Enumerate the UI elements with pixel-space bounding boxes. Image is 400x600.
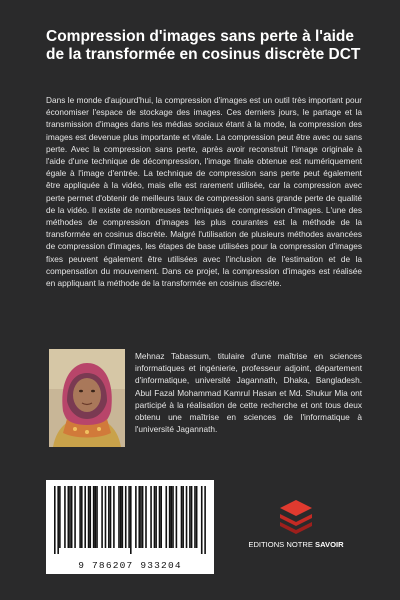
barcode-bar <box>189 486 191 548</box>
barcode-bar <box>122 486 124 548</box>
publisher-name-prefix: EDITIONS NOTRE <box>248 540 316 549</box>
barcode-bar <box>169 486 171 548</box>
barcode-bar <box>204 486 206 554</box>
barcode-bar <box>135 486 137 548</box>
author-bio: Mehnaz Tabassum, titulaire d'une maîtrise en sciences informatiques et ingénierie, professeur adjoint, département d'informatique, université Jagannath, Dhaka, Bangladesh. Abul Fazal Mohammad Kamrul Hasan et Md. Shukur Mia ont participé à la réalisation de cette recherche et ont tous deux obtenu une maîtrise en sciences de l'informatique à l'université Jagannath. <box>135 351 362 435</box>
barcode-bar <box>142 486 144 548</box>
barcode-bar <box>81 486 83 548</box>
barcode-bar <box>186 486 188 548</box>
barcode-bar <box>79 486 81 548</box>
barcode-bar <box>110 486 112 548</box>
barcode-bar <box>68 486 70 548</box>
barcode-bar <box>71 486 73 548</box>
publisher-name-bold: SAVOIR <box>315 540 344 549</box>
barcode-bar <box>201 486 203 554</box>
barcode-bar <box>74 486 76 548</box>
barcode-bars <box>54 486 206 554</box>
barcode-bar <box>54 486 56 554</box>
barcode-bar <box>108 486 110 548</box>
book-title: Compression d'images sans perte à l'aide de la transformée en cosinus discrète DCT <box>46 28 361 63</box>
barcode-bar <box>140 486 142 548</box>
barcode-bar <box>64 486 66 548</box>
barcode-bar <box>155 486 157 548</box>
author-photo <box>49 349 125 447</box>
publisher-logo-icon <box>278 498 314 536</box>
barcode-bar <box>95 486 97 548</box>
barcode-bar <box>160 486 162 548</box>
barcode-bar <box>113 486 115 548</box>
barcode-bar <box>89 486 91 548</box>
publisher-name <box>240 540 352 549</box>
barcode-bar <box>130 486 132 554</box>
barcode-bar <box>57 486 59 554</box>
publisher-block <box>248 498 344 558</box>
barcode-bar <box>176 486 178 548</box>
book-abstract: Dans le monde d'aujourd'hui, la compression d'images est un outil très important pour économiser l'espace de stockage des images. Ces derniers jours, le partage et la transmission d'images dans les médias sociaux étant à la mode, la compression des images est devenue plus importante et vitale. La compression peut être avec ou sans perte. Avec la compression sans perte, après avoir reconstruit l'image originale à l'aide d'une technique de décompression, l'image finale obtenue est numériquement égale à l'image d'entrée. La technique de compression sans perte peut également être appliquée à la vidéo, mais elle est rarement utilisée, car la compression avec perte permet d'obtenir de meilleurs taux de compression sans grande perte de qualité de la vidéo. Il existe de nombreuses techniques de compression d'images. L'une des méthodes de compression d'images les plus courantes est la méthode de la transformée en cosinus discrète. Malgré l'utilisation de plusieurs méthodes avancées de compression d'images, les étapes de base utilisées pour la compression d'images fixes peuvent également être utilisées avec l'inclusion de l'estimation et de la compensation du mouvement. Dans ce projet, la compression d'images est réalisée en appliquant la méthode de la transformée en cosinus discrète. <box>46 95 362 289</box>
barcode-bar <box>171 486 173 548</box>
barcode-bar <box>128 486 130 548</box>
barcode-bar <box>182 486 184 548</box>
barcode-bar <box>150 486 152 548</box>
barcode-bar <box>154 486 156 548</box>
barcode-bar <box>138 486 140 548</box>
isbn-number: 9 786207 933204 <box>78 560 182 571</box>
barcode-bar <box>88 486 90 548</box>
barcode-bar <box>145 486 147 548</box>
barcode-bar <box>196 486 198 548</box>
barcode-bar <box>191 486 193 548</box>
barcode-bar <box>181 486 183 548</box>
barcode-bar <box>159 486 161 548</box>
author-portrait-image <box>49 349 125 447</box>
barcode-bar <box>96 486 98 548</box>
barcode-bar <box>125 486 127 548</box>
barcode-bar <box>172 486 174 548</box>
barcode-bar <box>194 486 196 548</box>
barcode-bar <box>165 486 167 548</box>
barcode-bar <box>69 486 71 548</box>
barcode-bar <box>120 486 122 548</box>
isbn-barcode <box>46 480 214 574</box>
barcode-bar <box>84 486 86 548</box>
barcode-bar <box>101 486 103 548</box>
barcode-bar <box>118 486 120 548</box>
barcode-bar <box>93 486 95 548</box>
barcode-bar <box>105 486 107 548</box>
barcode-bar <box>59 486 61 548</box>
